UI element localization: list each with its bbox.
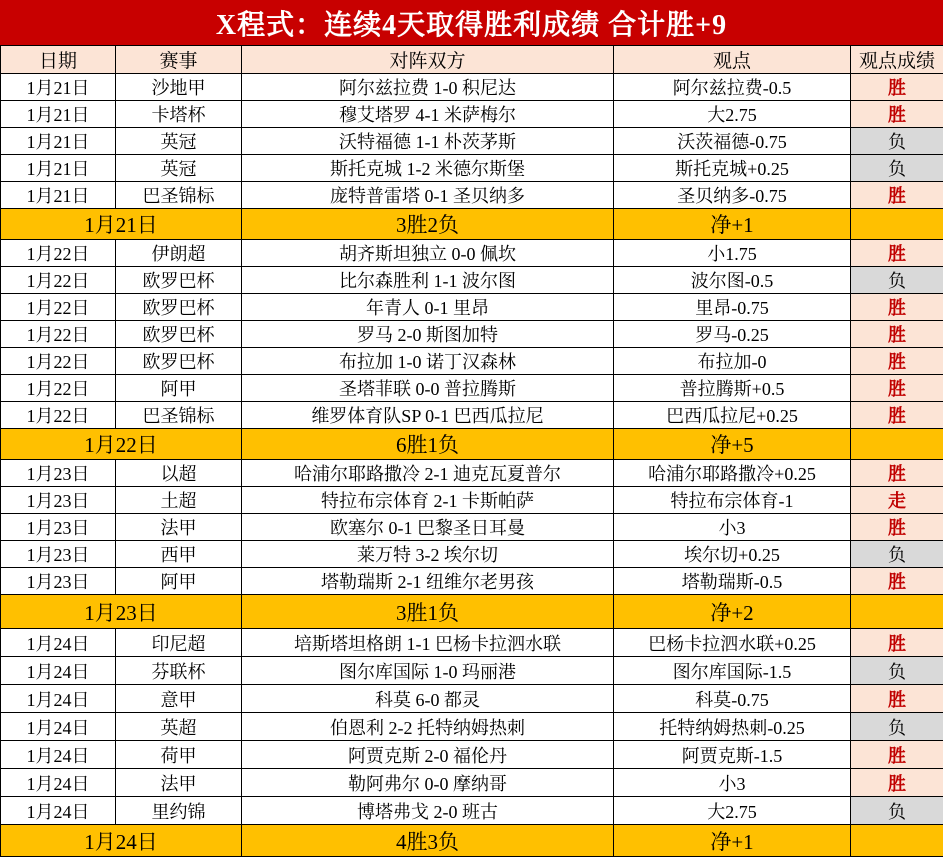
league-cell: 卡塔杯: [116, 101, 242, 128]
summary-empty: [851, 209, 943, 240]
table-row: [1, 155, 943, 182]
match-cell: 罗马 2-0 斯图加特: [242, 321, 614, 348]
pick-cell: 大2.75: [614, 101, 851, 128]
league-cell: 芬联杯: [116, 657, 242, 685]
table-row: [1, 741, 943, 769]
result-cell: 胜: [851, 769, 943, 797]
match-cell: 勒阿弗尔 0-0 摩纳哥: [242, 769, 614, 797]
pick-cell: 阿尔兹拉费-0.5: [614, 74, 851, 101]
result-cell: 负: [851, 713, 943, 741]
match-cell: 伯恩利 2-2 托特纳姆热刺: [242, 713, 614, 741]
date-cell: 1月22日: [1, 267, 116, 294]
result-cell: 胜: [851, 375, 943, 402]
date-cell: 1月21日: [1, 182, 116, 209]
match-cell: 培斯塔坦格朗 1-1 巴杨卡拉泗水联: [242, 629, 614, 657]
date-cell: 1月24日: [1, 685, 116, 713]
result-cell: 胜: [851, 74, 943, 101]
match-cell: 哈浦尔耶路撒冷 2-1 迪克瓦夏普尔: [242, 460, 614, 487]
league-cell: 法甲: [116, 514, 242, 541]
pick-cell: 特拉布宗体育-1: [614, 487, 851, 514]
table-row: [1, 402, 943, 429]
summary-record: 3胜1负: [242, 595, 614, 629]
summary-date: 1月21日: [1, 209, 242, 240]
date-cell: 1月23日: [1, 487, 116, 514]
match-cell: 布拉加 1-0 诺丁汉森林: [242, 348, 614, 375]
table-row: [1, 769, 943, 797]
result-cell: 负: [851, 541, 943, 568]
result-cell: 走: [851, 487, 943, 514]
date-cell: 1月21日: [1, 74, 116, 101]
summary-net: 净+1: [614, 825, 851, 857]
league-cell: 欧罗巴杯: [116, 348, 242, 375]
league-cell: 英超: [116, 713, 242, 741]
summary-date: 1月23日: [1, 595, 242, 629]
column-header-date: 日期: [1, 46, 116, 74]
league-cell: 阿甲: [116, 568, 242, 595]
pick-cell: 罗马-0.25: [614, 321, 851, 348]
match-cell: 特拉布宗体育 2-1 卡斯帕萨: [242, 487, 614, 514]
league-cell: 欧罗巴杯: [116, 294, 242, 321]
match-cell: 欧塞尔 0-1 巴黎圣日耳曼: [242, 514, 614, 541]
result-cell: 胜: [851, 348, 943, 375]
pick-cell: 小3: [614, 769, 851, 797]
league-cell: 巴圣锦标: [116, 182, 242, 209]
table-row: [1, 568, 943, 595]
table-row: [1, 713, 943, 741]
match-cell: 穆艾塔罗 4-1 米萨梅尔: [242, 101, 614, 128]
table-row: [1, 128, 943, 155]
match-cell: 博塔弗戈 2-0 班古: [242, 797, 614, 825]
match-cell: 庞特普雷塔 0-1 圣贝纳多: [242, 182, 614, 209]
pick-cell: 布拉加-0: [614, 348, 851, 375]
date-cell: 1月24日: [1, 629, 116, 657]
league-cell: 荷甲: [116, 741, 242, 769]
league-cell: 英冠: [116, 128, 242, 155]
match-cell: 塔勒瑞斯 2-1 纽维尔老男孩: [242, 568, 614, 595]
summary-empty: [851, 825, 943, 857]
table-row: [1, 348, 943, 375]
date-cell: 1月22日: [1, 348, 116, 375]
table-row: [1, 267, 943, 294]
pick-cell: 托特纳姆热刺-0.25: [614, 713, 851, 741]
league-cell: 欧罗巴杯: [116, 321, 242, 348]
pick-cell: 阿贾克斯-1.5: [614, 741, 851, 769]
pick-cell: 巴杨卡拉泗水联+0.25: [614, 629, 851, 657]
pick-cell: 巴西瓜拉尼+0.25: [614, 402, 851, 429]
match-cell: 科莫 6-0 都灵: [242, 685, 614, 713]
league-cell: 巴圣锦标: [116, 402, 242, 429]
match-cell: 圣塔菲联 0-0 普拉腾斯: [242, 375, 614, 402]
pick-cell: 普拉腾斯+0.5: [614, 375, 851, 402]
pick-cell: 塔勒瑞斯-0.5: [614, 568, 851, 595]
match-cell: 斯托克城 1-2 米德尔斯堡: [242, 155, 614, 182]
pick-cell: 图尔库国际-1.5: [614, 657, 851, 685]
column-header-result: 观点成绩: [851, 46, 943, 74]
summary-net: 净+1: [614, 209, 851, 240]
column-header-match: 对阵双方: [242, 46, 614, 74]
result-cell: 胜: [851, 101, 943, 128]
table-row: [1, 101, 943, 128]
table-row: [1, 541, 943, 568]
table-row: [1, 321, 943, 348]
table-row: [1, 240, 943, 267]
summary-net: 净+5: [614, 429, 851, 460]
table-row: [1, 460, 943, 487]
date-cell: 1月22日: [1, 240, 116, 267]
table-row: [1, 487, 943, 514]
date-cell: 1月24日: [1, 657, 116, 685]
summary-record: 3胜2负: [242, 209, 614, 240]
daily-summary-row: [1, 209, 943, 240]
summary-date: 1月24日: [1, 825, 242, 857]
summary-net: 净+2: [614, 595, 851, 629]
pick-cell: 沃茨福德-0.75: [614, 128, 851, 155]
table-row: [1, 375, 943, 402]
header-row: [1, 46, 943, 74]
date-cell: 1月24日: [1, 769, 116, 797]
match-cell: 沃特福德 1-1 朴茨茅斯: [242, 128, 614, 155]
pick-cell: 哈浦尔耶路撒冷+0.25: [614, 460, 851, 487]
league-cell: 土超: [116, 487, 242, 514]
daily-summary-row: [1, 429, 943, 460]
pick-cell: 里昂-0.75: [614, 294, 851, 321]
league-cell: 英冠: [116, 155, 242, 182]
table-row: [1, 797, 943, 825]
column-header-pick: 观点: [614, 46, 851, 74]
result-cell: 胜: [851, 182, 943, 209]
table-row: [1, 182, 943, 209]
page-title: X程式：连续4天取得胜利成绩 合计胜+9: [0, 0, 943, 45]
daily-summary-row: [1, 825, 943, 857]
league-cell: 以超: [116, 460, 242, 487]
league-cell: 西甲: [116, 541, 242, 568]
result-cell: 负: [851, 797, 943, 825]
result-cell: 负: [851, 267, 943, 294]
result-cell: 胜: [851, 402, 943, 429]
league-cell: 里约锦: [116, 797, 242, 825]
match-cell: 莱万特 3-2 埃尔切: [242, 541, 614, 568]
match-cell: 阿贾克斯 2-0 福伦丹: [242, 741, 614, 769]
result-cell: 胜: [851, 240, 943, 267]
date-cell: 1月22日: [1, 402, 116, 429]
league-cell: 意甲: [116, 685, 242, 713]
date-cell: 1月24日: [1, 741, 116, 769]
league-cell: 沙地甲: [116, 74, 242, 101]
table-row: [1, 74, 943, 101]
summary-record: 4胜3负: [242, 825, 614, 857]
date-cell: 1月23日: [1, 541, 116, 568]
match-cell: 图尔库国际 1-0 玛丽港: [242, 657, 614, 685]
date-cell: 1月22日: [1, 321, 116, 348]
result-cell: 胜: [851, 629, 943, 657]
result-cell: 胜: [851, 514, 943, 541]
table-row: [1, 657, 943, 685]
pick-cell: 波尔图-0.5: [614, 267, 851, 294]
result-cell: 负: [851, 657, 943, 685]
column-header-league: 赛事: [116, 46, 242, 74]
league-cell: 法甲: [116, 769, 242, 797]
table-row: [1, 294, 943, 321]
daily-summary-row: [1, 595, 943, 629]
result-cell: 负: [851, 155, 943, 182]
match-cell: 胡齐斯坦独立 0-0 佩坎: [242, 240, 614, 267]
summary-record: 6胜1负: [242, 429, 614, 460]
date-cell: 1月23日: [1, 460, 116, 487]
result-cell: 胜: [851, 741, 943, 769]
results-table: [0, 45, 943, 857]
match-cell: 阿尔兹拉费 1-0 积尼达: [242, 74, 614, 101]
league-cell: 阿甲: [116, 375, 242, 402]
result-cell: 胜: [851, 460, 943, 487]
date-cell: 1月21日: [1, 155, 116, 182]
pick-cell: 科莫-0.75: [614, 685, 851, 713]
date-cell: 1月23日: [1, 514, 116, 541]
result-cell: 负: [851, 128, 943, 155]
result-cell: 胜: [851, 321, 943, 348]
summary-empty: [851, 429, 943, 460]
date-cell: 1月23日: [1, 568, 116, 595]
league-cell: 欧罗巴杯: [116, 267, 242, 294]
date-cell: 1月21日: [1, 101, 116, 128]
pick-cell: 小1.75: [614, 240, 851, 267]
match-cell: 维罗体育队SP 0-1 巴西瓜拉尼: [242, 402, 614, 429]
summary-date: 1月22日: [1, 429, 242, 460]
result-cell: 胜: [851, 294, 943, 321]
pick-cell: 斯托克城+0.25: [614, 155, 851, 182]
summary-empty: [851, 595, 943, 629]
league-cell: 印尼超: [116, 629, 242, 657]
date-cell: 1月24日: [1, 797, 116, 825]
match-cell: 比尔森胜利 1-1 波尔图: [242, 267, 614, 294]
result-cell: 胜: [851, 685, 943, 713]
table-row: [1, 514, 943, 541]
table-row: [1, 629, 943, 657]
date-cell: 1月22日: [1, 375, 116, 402]
table-row: [1, 685, 943, 713]
date-cell: 1月21日: [1, 128, 116, 155]
match-cell: 年青人 0-1 里昂: [242, 294, 614, 321]
result-cell: 胜: [851, 568, 943, 595]
pick-cell: 大2.75: [614, 797, 851, 825]
league-cell: 伊朗超: [116, 240, 242, 267]
pick-cell: 小3: [614, 514, 851, 541]
pick-cell: 圣贝纳多-0.75: [614, 182, 851, 209]
date-cell: 1月24日: [1, 713, 116, 741]
date-cell: 1月22日: [1, 294, 116, 321]
pick-cell: 埃尔切+0.25: [614, 541, 851, 568]
